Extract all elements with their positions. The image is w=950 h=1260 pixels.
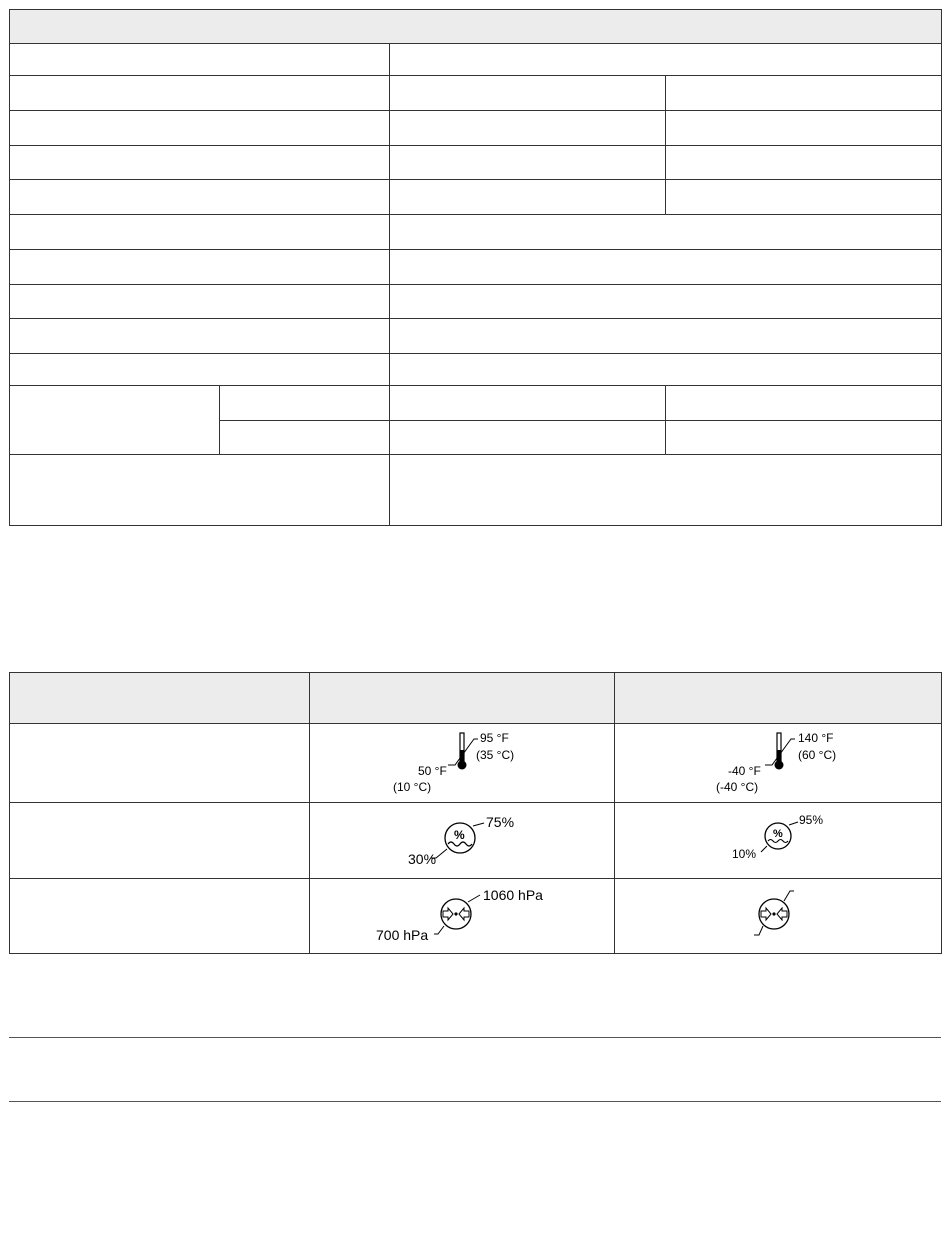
thermometer-icon (615, 724, 942, 803)
spec-row-value (390, 319, 942, 354)
spec-row-value (666, 76, 942, 111)
env-header-operating (310, 673, 615, 724)
spec-row-label (10, 285, 390, 319)
spec-row-value (390, 354, 942, 386)
spec-row-value (390, 386, 666, 421)
operating-temp-low-c: (10 °C) (393, 780, 432, 794)
pressure-row-label (10, 879, 310, 954)
thermometer-icon (310, 724, 615, 803)
spec-row-label (10, 146, 390, 180)
spec-row-value (390, 180, 666, 215)
storage-humidity-low: 10% (732, 847, 757, 861)
storage-temperature-cell (615, 724, 942, 803)
atmospheric-pressure-icon (615, 879, 942, 954)
spec-row-value (666, 180, 942, 215)
spec-row-label (10, 180, 390, 215)
spec-row-value (390, 421, 666, 455)
env-header-condition (10, 673, 310, 724)
svg-text:%: % (773, 828, 783, 840)
environmental-conditions-table (9, 672, 942, 954)
operating-pressure-cell (310, 879, 615, 954)
spec-row-value (390, 215, 942, 250)
operating-temp-low-f: 50 °F (418, 764, 447, 778)
humidity-row-label (10, 803, 310, 879)
operating-humidity-low: 30% (408, 851, 437, 867)
spec-row-label (10, 44, 390, 76)
spec-row-value (390, 250, 942, 285)
storage-humidity-cell (615, 803, 942, 879)
spec-row-label (10, 215, 390, 250)
specifications-table (9, 9, 942, 526)
spec-group-label (10, 386, 220, 455)
spec-row-label (10, 354, 390, 386)
humidity-icon (310, 803, 615, 879)
spec-row-value (666, 146, 942, 180)
storage-humidity-high: 95% (799, 813, 824, 827)
spec-row-value (666, 111, 942, 146)
spec-row-value (390, 285, 942, 319)
spec-sub-label (220, 421, 390, 455)
divider-bottom (9, 1101, 941, 1102)
env-header-storage (615, 673, 942, 724)
storage-temp-low-c: (-40 °C) (716, 780, 759, 794)
operating-humidity-cell (310, 803, 615, 879)
operating-temperature-cell (310, 724, 615, 803)
spec-row-value (390, 146, 666, 180)
divider-top (9, 1037, 941, 1038)
spec-row-value (390, 76, 666, 111)
operating-temp-high-c: (35 °C) (476, 748, 515, 762)
spec-row-label (10, 319, 390, 354)
storage-temp-low-f: -40 °F (728, 764, 761, 778)
storage-temp-high-f: 140 °F (798, 731, 834, 745)
operating-temp-high-f: 95 °F (480, 731, 509, 745)
spec-row-value (390, 455, 942, 526)
storage-temp-high-c: (60 °C) (798, 748, 837, 762)
spec-row-value (666, 421, 942, 455)
operating-humidity-high: 75% (486, 814, 515, 830)
spec-table-header (10, 10, 942, 44)
spec-sub-label (220, 386, 390, 421)
svg-text:%: % (454, 828, 465, 842)
operating-pressure-low: 700 hPa (376, 927, 429, 943)
humidity-icon (615, 803, 942, 879)
temperature-row-label (10, 724, 310, 803)
storage-pressure-cell (615, 879, 942, 954)
spec-row-value (666, 386, 942, 421)
spec-row-value (390, 44, 942, 76)
spec-row-label (10, 111, 390, 146)
operating-pressure-high: 1060 hPa (483, 887, 543, 903)
spec-row-label (10, 250, 390, 285)
spec-row-label (10, 455, 390, 526)
spec-row-label (10, 76, 390, 111)
atmospheric-pressure-icon (310, 879, 615, 954)
spec-row-value (390, 111, 666, 146)
